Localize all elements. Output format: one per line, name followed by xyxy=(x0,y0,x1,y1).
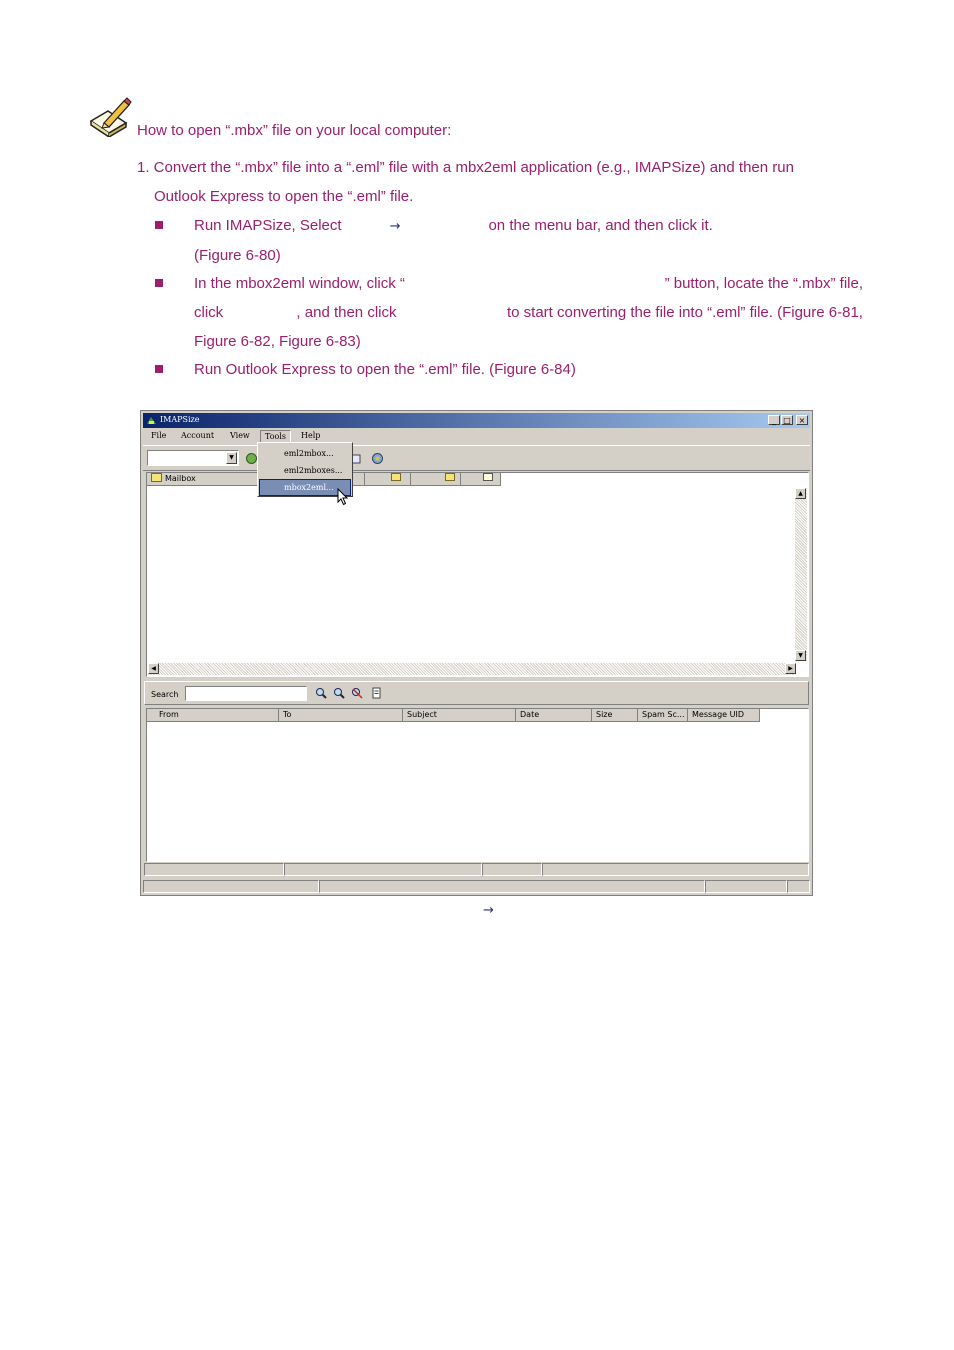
menu-account[interactable]: Account xyxy=(181,431,215,440)
bullet-1-text-b: on the menu bar, and then click it. xyxy=(488,217,713,234)
close-button[interactable]: × xyxy=(796,415,808,425)
column-to[interactable]: To xyxy=(279,709,403,722)
search-bar xyxy=(144,681,809,705)
bullet-square-icon xyxy=(155,221,163,229)
menu-file[interactable]: File xyxy=(151,431,167,440)
column-spam-score[interactable]: Spam Sc... xyxy=(638,709,688,722)
bullet-2-text-c: click xyxy=(194,304,224,321)
horizontal-scrollbar[interactable] xyxy=(148,663,796,675)
caption-arrow-icon: → xyxy=(483,903,494,918)
scroll-right-icon[interactable]: ▶ xyxy=(785,663,796,674)
column-header-icon[interactable] xyxy=(411,473,461,486)
menu-bar xyxy=(143,429,810,444)
statusbar-panel xyxy=(787,880,810,893)
bullet-2-text-d: , and then click xyxy=(296,304,397,321)
step-1-line-1: 1. Convert the “.mbx” file into a “.eml” file with a mbx2eml application (e.g., IMAPSize) and then run xyxy=(137,159,794,176)
intro-text: How to open “.mbx” file on your local computer: xyxy=(137,122,452,139)
column-header-icon[interactable] xyxy=(461,473,501,486)
column-message-uid[interactable]: Message UID xyxy=(688,709,760,722)
menu-item-eml2mbox[interactable]: eml2mbox... xyxy=(284,449,334,458)
right-arrow-icon: → xyxy=(389,219,401,234)
maximize-button[interactable]: □ xyxy=(781,415,793,425)
up-folder-icon xyxy=(445,473,455,481)
search-icon[interactable] xyxy=(315,687,328,700)
mail-icon xyxy=(483,473,493,481)
column-header-icon[interactable] xyxy=(351,473,365,486)
column-date[interactable]: Date xyxy=(516,709,592,722)
bullet-1-text-a: Run IMAPSize, Select xyxy=(194,217,342,234)
minimize-button[interactable]: _ xyxy=(768,415,780,425)
mailbox-pane xyxy=(146,472,809,677)
scroll-down-icon[interactable]: ▼ xyxy=(795,650,806,661)
account-combo[interactable] xyxy=(147,450,239,466)
vertical-scrollbar[interactable] xyxy=(795,488,807,661)
step-1-line-2: Outlook Express to open the “.eml” file. xyxy=(154,188,414,205)
column-subject[interactable]: Subject xyxy=(403,709,516,722)
status-panel xyxy=(144,863,284,876)
document-icon[interactable] xyxy=(370,687,383,700)
bullet-2-text-b: ” button, locate the “.mbx” file, xyxy=(664,275,863,292)
menu-view[interactable]: View xyxy=(230,431,250,440)
statusbar-panel xyxy=(705,880,787,893)
bullet-3-text: Run Outlook Express to open the “.eml” file. (Figure 6-84) xyxy=(194,361,576,378)
search-label: Search xyxy=(151,690,179,699)
menu-item-eml2mboxes[interactable]: eml2mboxes... xyxy=(284,466,343,475)
folder-icon xyxy=(151,473,162,482)
bullet-square-icon xyxy=(155,279,163,287)
scroll-left-icon[interactable]: ◀ xyxy=(148,663,159,674)
bullet-2-text-e: to start converting the file into “.eml” file. (Figure 6-81, xyxy=(506,304,863,321)
toolbar xyxy=(143,445,810,471)
bullet-2-text-f: Figure 6-82, Figure 6-83) xyxy=(194,333,361,350)
search-options-icon[interactable] xyxy=(333,687,346,700)
status-panel xyxy=(482,863,542,876)
message-list xyxy=(146,708,809,862)
note-pencil-icon xyxy=(88,97,132,137)
column-from[interactable]: From xyxy=(147,709,279,722)
folder-small-icon xyxy=(391,473,401,481)
window-titlebar xyxy=(143,413,810,428)
imapsize-window xyxy=(140,410,813,896)
menu-help[interactable]: Help xyxy=(301,431,321,440)
clear-search-icon[interactable] xyxy=(351,687,364,700)
search-input[interactable] xyxy=(185,686,307,701)
bullet-square-icon xyxy=(155,365,163,373)
menu-tools[interactable]: Tools xyxy=(260,430,291,443)
statusbar-panel xyxy=(143,880,319,893)
bullet-1-text-c: (Figure 6-80) xyxy=(194,247,281,264)
step-1 xyxy=(137,153,863,211)
settings-globe-icon[interactable] xyxy=(371,452,384,465)
scroll-up-icon[interactable]: ▲ xyxy=(795,488,806,499)
column-size[interactable]: Size xyxy=(592,709,638,722)
status-panel xyxy=(542,863,809,876)
status-panel xyxy=(284,863,482,876)
app-icon xyxy=(146,415,157,426)
chevron-down-icon[interactable]: ▼ xyxy=(226,452,237,464)
menu-item-mbox2eml[interactable]: mbox2eml... xyxy=(260,480,350,495)
statusbar-panel xyxy=(319,880,705,893)
bullet-2-text-a: In the mbox2eml window, click “ xyxy=(194,275,405,292)
mailbox-header-label: Mailbox xyxy=(165,474,196,483)
mouse-cursor-icon xyxy=(337,488,349,506)
mailbox-column-header[interactable] xyxy=(147,473,259,486)
window-title: IMAPSize xyxy=(160,415,200,424)
column-header-icon[interactable] xyxy=(365,473,411,486)
